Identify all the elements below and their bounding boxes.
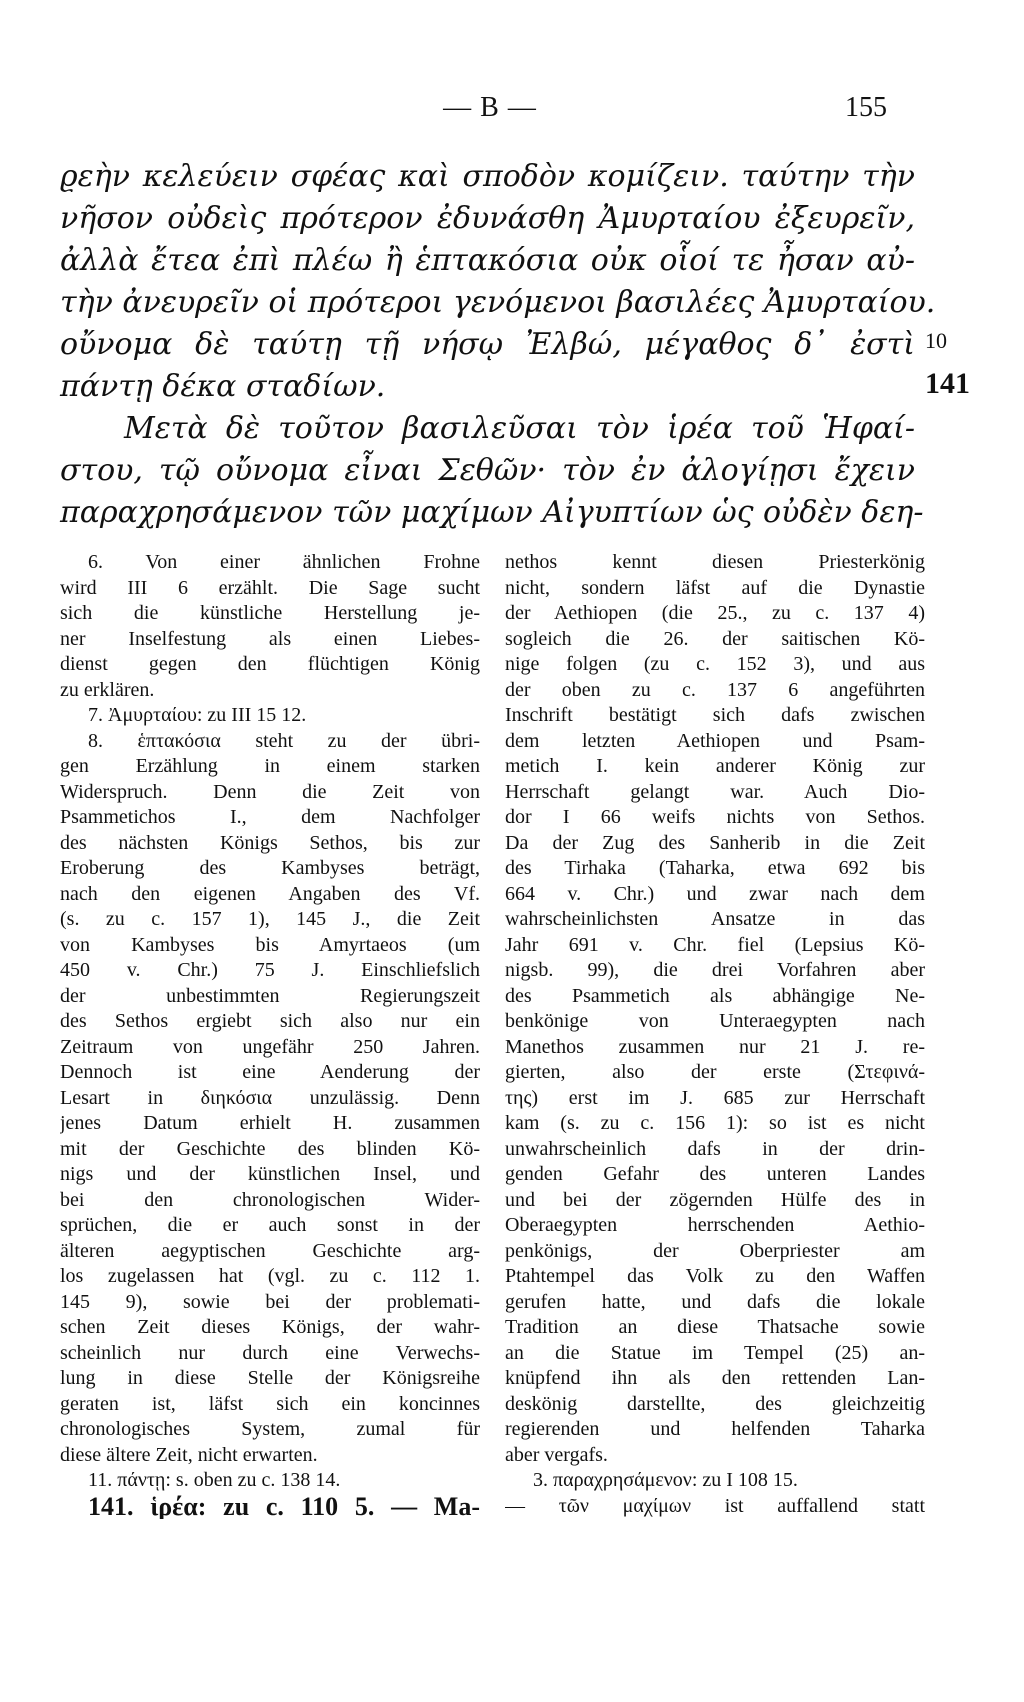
note-line: penkönigs, der Oberpriester am [505,1239,925,1262]
greek-line: στου, τῷ οὔνομα εἶναι Σεθῶν· τὸν ἐν ἀλογίῃσι ἔχειν [60,453,915,488]
note-line: gierten, also der erste (Στεφινά- [505,1061,925,1083]
note-line: sprüchen, die er auch sonst in der [60,1214,480,1236]
note-line: des Tirhaka (Taharka, etwa 692 bis [505,857,925,879]
note-line: Da der Zug des Sanherib in die Zeit [505,831,925,854]
note-line: nigs und der künstlichen Insel, und [60,1163,480,1185]
note-line: Oberaegypten herrschenden Aethio- [505,1214,925,1236]
note-line: von Kambyses bis Amyrtaeos (um [60,933,480,956]
note-line: Manethos zusammen nur 21 J. re- [505,1035,925,1058]
note-line: Tradition an diese Thatsache sowie [505,1316,925,1338]
note-line: los zugelassen hat (vgl. zu c. 112 1. [60,1265,480,1287]
signature-mark: — B — [443,92,537,123]
note-line: 6. Von einer ähnlichen Frohne [88,551,480,573]
margin-line-number: 10 [925,328,947,353]
note-line: dor I 66 weifs nichts von Sethos. [505,806,925,828]
note-line: Ptahtempel das Volk zu den Waffen [505,1265,925,1287]
greek-line: νῆσον οὐδεὶς πρότερον ἐδυνάσθη Ἀμυρταίου ἐξευρεῖν, [60,201,915,236]
margin-chapter-number: 141 [925,367,970,400]
note-line: schen Zeit dieses Königs, der wahr- [60,1316,480,1338]
note-line: sich die künstliche Herstellung je- [60,602,480,624]
note-line: Widerspruch. Denn die Zeit von [60,780,480,803]
greek-line: ἀλλὰ ἔτεα ἐπὶ πλέω ἢ ἑπτακόσια οὐκ οἷοί τε ἦσαν αὐ- [60,243,915,278]
note-line: 3. παραχρησάμενον: zu I 108 15. [533,1469,798,1491]
note-line: und bei der zögernden Hülfe des in [505,1188,925,1211]
note-line: der oben zu c. 137 6 angeführten [505,678,925,701]
note-line: regierenden und helfenden Taharka [505,1418,925,1440]
note-line: knüpfend ihn als den rettenden Lan- [505,1367,925,1389]
greek-line: τὴν ἀνευρεῖν οἱ πρότεροι γενόμενοι βασιλέες Ἀμυρταίου. [60,285,936,320]
greek-line: Μετὰ δὲ τοῦτον βασιλεῦσαι τὸν ἱρέα τοῦ Ἡφαί- [124,411,915,446]
note-line: dem letzten Aethiopen und Psam- [505,729,925,752]
note-line: 664 v. Chr.) und zwar nach dem [505,882,925,905]
note-line: nach den eigenen Angaben des Vf. [60,882,480,905]
note-line: Zeitraum von ungefähr 250 Jahren. [60,1035,480,1058]
note-line: bei den chronologischen Wider- [60,1188,480,1211]
note-line: nicht, sondern läfst auf die Dynastie [505,576,925,599]
greek-line: οὔνομα δὲ ταύτῃ τῇ νήσῳ Ἐλβώ, μέγαθος δ᾽ ἐστὶ [60,327,915,362]
note-line: diese ältere Zeit, nicht erwarten. [60,1443,318,1466]
note-line: 145 9), sowie bei der problemati- [60,1290,480,1313]
note-line: — τῶν μαχίμων ist auffallend statt [505,1494,925,1517]
note-line: benkönige von Unteraegypten nach [505,1010,925,1032]
note-line: jenes Datum erhielt H. zusammen [60,1112,480,1134]
note-line: Dennoch ist eine Aenderung der [60,1061,480,1083]
note-line: wahrscheinlichsten Ansatze in das [505,908,925,930]
note-line: des Sethos ergiebt sich also nur ein [60,1010,480,1032]
note-line: gerufen hatte, und dafs die lokale [505,1290,925,1313]
note-line: της) erst im J. 685 zur Herrschaft [505,1086,925,1109]
note-line: Lesart in διηκόσια unzulässig. Denn [60,1086,480,1109]
note-line: lung in diese Stelle der Königsreihe [60,1367,480,1389]
note-line: gen Erzählung in einem starken [60,755,480,777]
commentary-left-column [60,550,480,1519]
note-line: dienst gegen den flüchtigen König [60,653,480,675]
note-line: geraten ist, läfst sich ein koncinnes [60,1392,480,1415]
note-line: an die Statue im Tempel (25) an- [505,1341,925,1364]
page-number: 155 [845,92,887,123]
running-header [0,92,1024,128]
note-line: ner Inselfestung als einen Liebes- [60,627,480,650]
note-line: zu erklären. [60,678,155,701]
note-line: Herrschaft gelangt war. Auch Dio- [505,780,925,803]
note-line: der Aethiopen (die 25., zu c. 137 4) [505,602,925,624]
note-line: Inschrift bestätigt sich dafs zwischen [505,704,925,726]
note-line: Eroberung des Kambyses beträgt, [60,857,480,879]
greek-line: πάντῃ δέκα σταδίων. [60,369,386,404]
note-line: 7. Ἀμυρταίου: zu III 15 12. [88,704,307,726]
note-line: deskönig darstellte, des gleichzeitig [505,1392,925,1415]
note-line: älteren aegyptischen Geschichte arg- [60,1239,480,1262]
note-line: 141. ἱρέα: zu c. 110 5. — Ma- [88,1493,480,1519]
note-line: kam (s. zu c. 156 1): so ist es nicht [505,1112,925,1134]
note-line: der unbestimmten Regierungszeit [60,984,480,1007]
note-line: chronologisches System, zumal für [60,1418,480,1440]
note-line: 11. πάντῃ: s. oben zu c. 138 14. [88,1469,341,1491]
note-line: aber vergafs. [505,1443,608,1466]
greek-line: παραχρησάμενον τῶν μαχίμων Αἰγυπτίων ὡς οὐδὲν δεη- [60,495,924,530]
note-line: unwahrscheinlich dafs in der drin- [505,1137,925,1160]
note-line: 8. ἑπτακόσια steht zu der übri- [88,729,480,752]
note-line: genden Gefahr des unteren Landes [505,1163,925,1185]
note-line: (s. zu c. 157 1), 145 J., die Zeit [60,908,480,930]
commentary-right-column [505,550,925,1519]
note-line: Jahr 691 v. Chr. fiel (Lepsius Kö- [505,933,925,956]
note-line: des Psammetich als abhängige Ne- [505,984,925,1007]
note-line: Psammetichos I., dem Nachfolger [60,806,480,828]
note-line: nethos kennt diesen Priesterkönig [505,551,925,573]
note-line: des nächsten Königs Sethos, bis zur [60,831,480,854]
note-line: sogleich die 26. der saitischen Kö- [505,627,925,650]
note-line: wird III 6 erzählt. Die Sage sucht [60,576,480,599]
greek-line: ϱεὴν κελεύειν σφέας καὶ σποδὸν κομίζειν. ταύτην τὴν [60,159,915,194]
note-line: mit der Geschichte des blinden Kö- [60,1137,480,1160]
note-line: metich I. kein anderer König zur [505,755,925,777]
note-line: scheinlich nur durch eine Verwechs- [60,1341,480,1364]
note-line: 450 v. Chr.) 75 J. Einschliefslich [60,959,480,981]
note-line: nige folgen (zu c. 152 3), und aus [505,653,925,675]
note-line: nigsb. 99), die drei Vorfahren aber [505,959,925,981]
